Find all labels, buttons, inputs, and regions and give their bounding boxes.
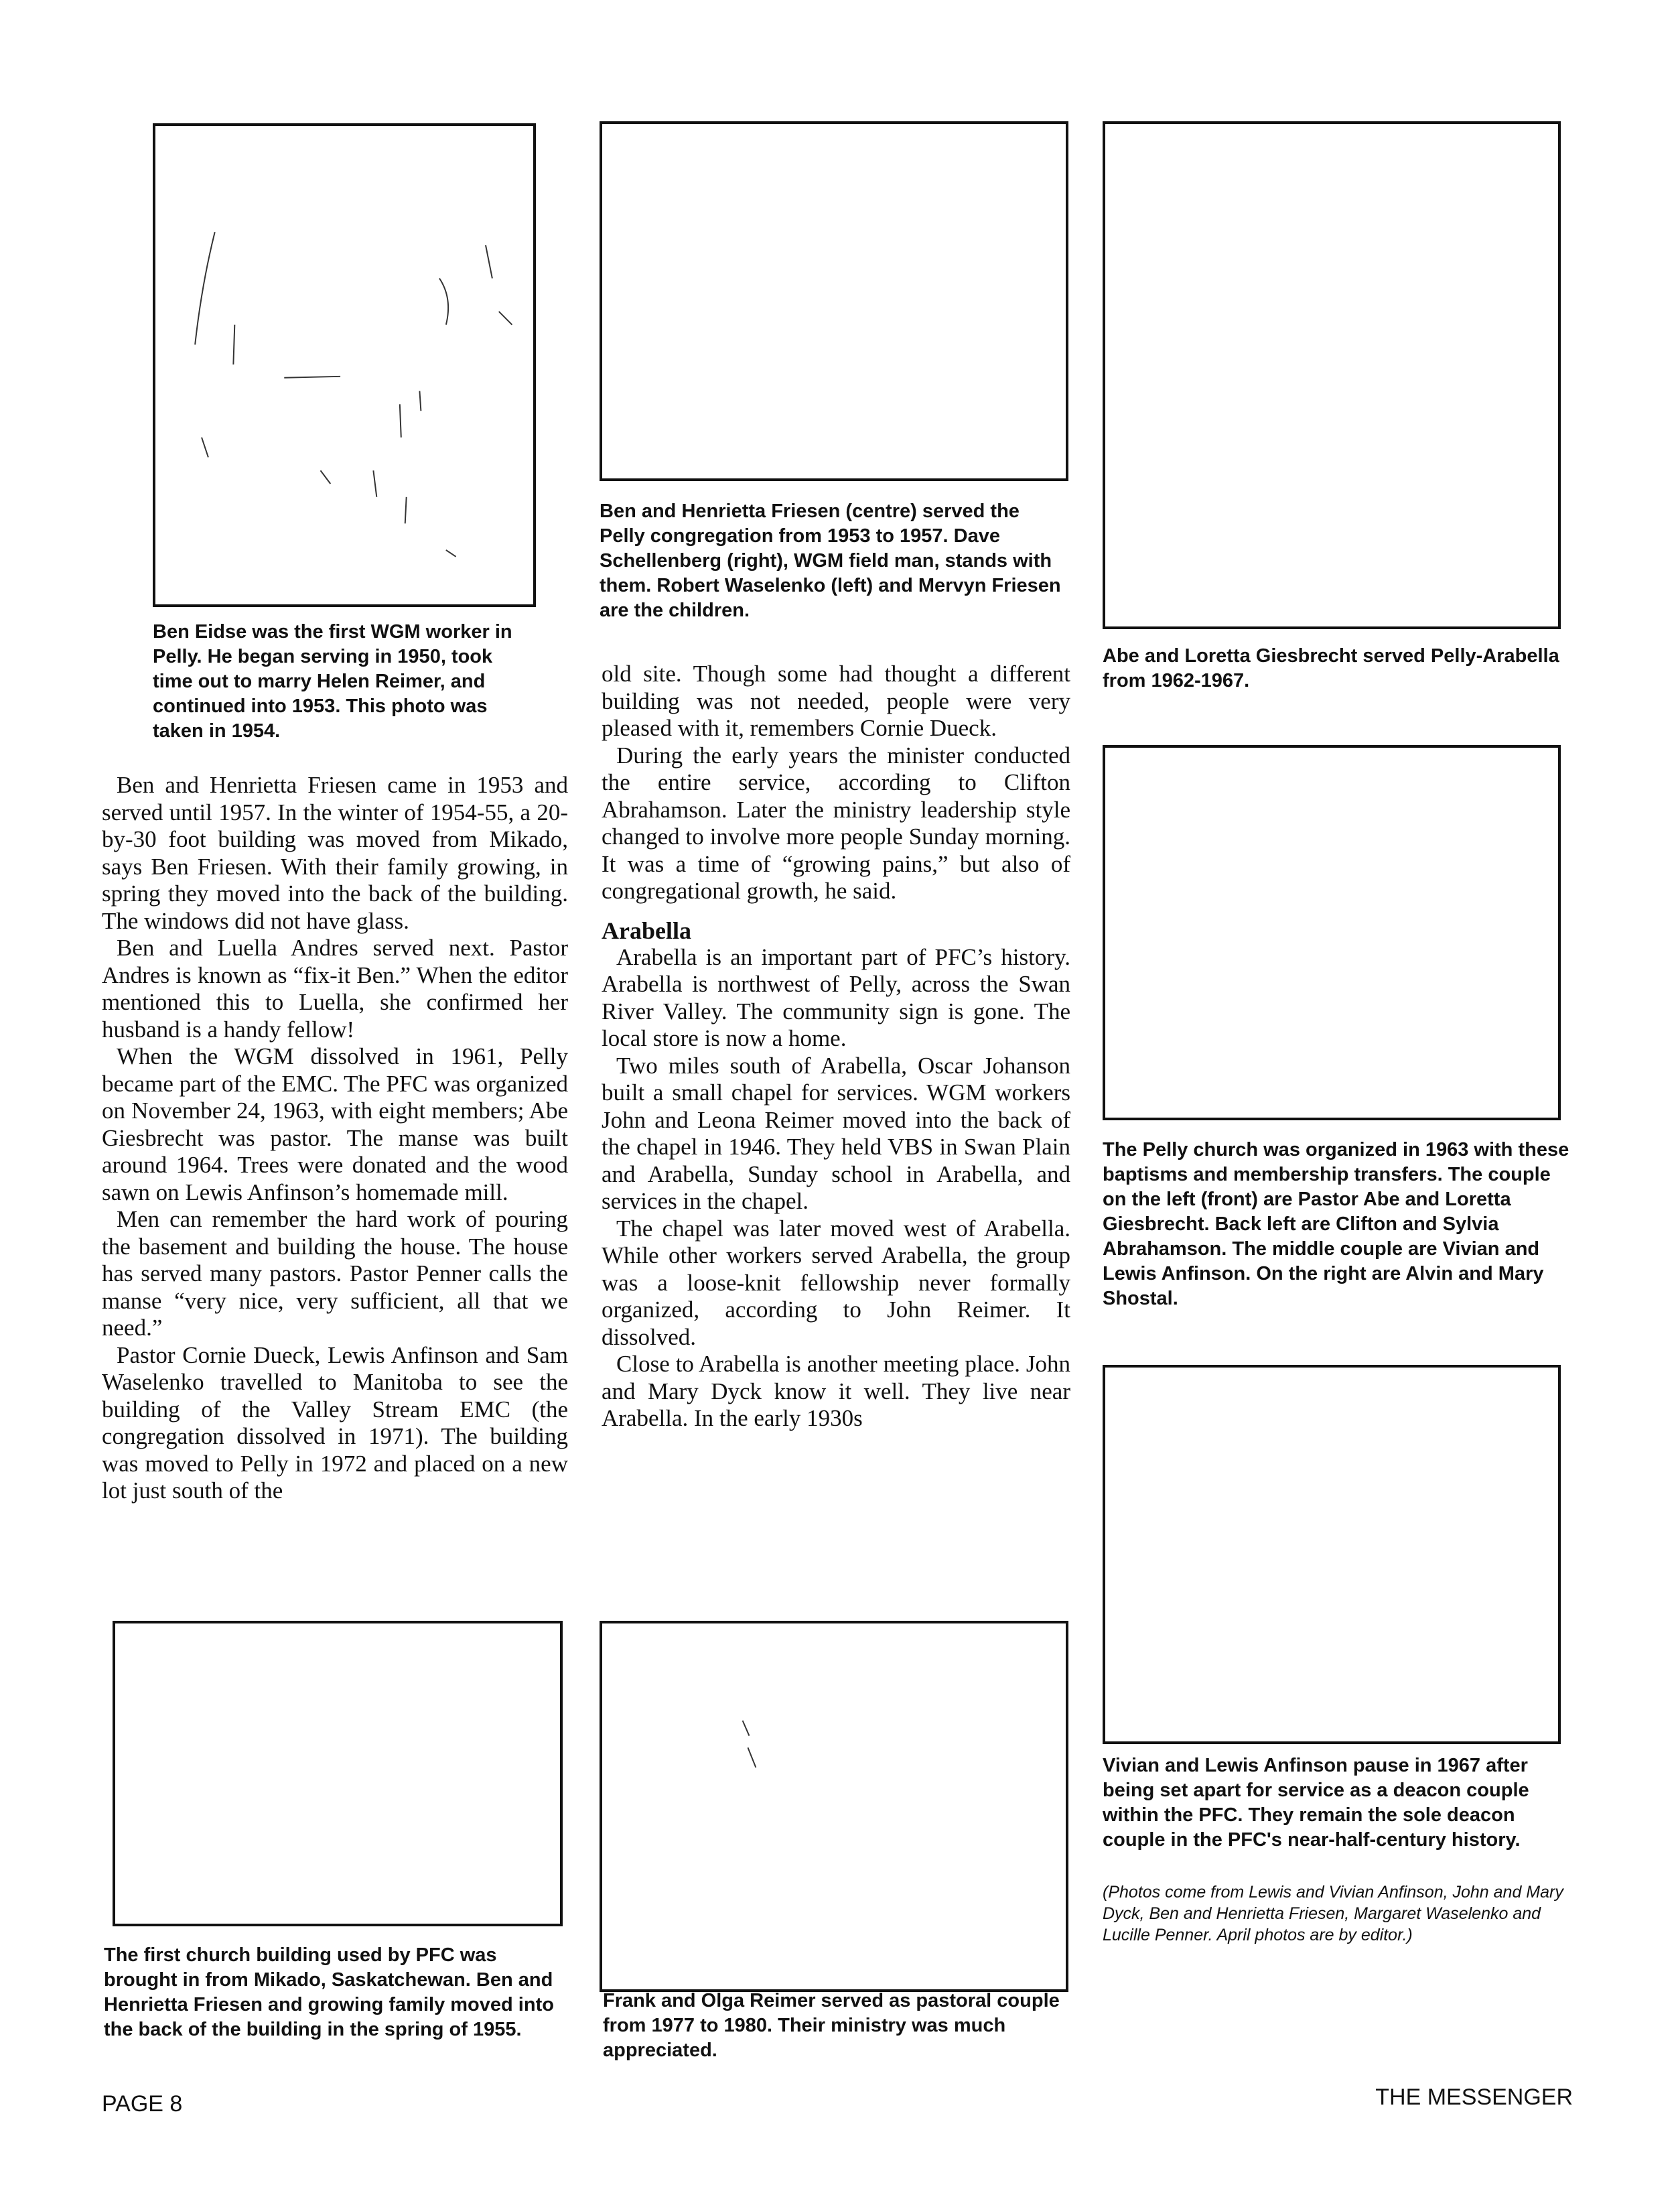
photo-friesen-family (600, 121, 1068, 481)
paragraph: old site. Though some had thought a different building was not needed, people were very pleased with it, remembers Cornie Dueck. (602, 661, 1070, 741)
photo-first-building (113, 1621, 563, 1926)
photo-anfinson-deacons (1103, 1365, 1561, 1744)
article-column-2 (602, 661, 1070, 1433)
photo-credits: (Photos come from Lewis and Vivian Anfinson, John and Mary Dyck, Ben and Henrietta Friesen, Margaret Waselenko and Lucille Penner. April photos are by editor.) (1103, 1883, 1563, 1944)
caption-ben-eidse: Ben Eidse was the first WGM worker in Pelly. He began serving in 1950, took time out to marry Helen Reimer, and continued into 1953. This photo was taken in 1954. (153, 621, 512, 742)
paragraph: When the WGM dissolved in 1961, Pelly became part of the EMC. The PFC was organized on November 24, 1963, with eight members; Abe Giesbrecht was pastor. The manse was built around 1964. Trees were donated and the wood sawn on Lewis Anfinson’s homemade mill. (102, 1043, 568, 1205)
photo-frank-olga-reimer (600, 1621, 1068, 1992)
photo-ben-eidse (153, 123, 536, 607)
caption-friesen-family: Ben and Henrietta Friesen (centre) served the Pelly congregation from 1953 to 1957. Dave Schellenberg (right), WGM field man, stands with them. Robert Waselenko (left) and Mervyn Friesen are the children. (600, 501, 1061, 621)
caption-pelly-church-organized: The Pelly church was organized in 1963 with these baptisms and membership transfers. The couple on the left (front) are Pastor Abe and Loretta Giesbrecht. Back left are Clifton and Sylvia Abrahamson. The middle couple are Vivian and Lewis Anfinson. On the right are Alvin and Mary Shostal. (1103, 1139, 1569, 1309)
paragraph: Pastor Cornie Dueck, Lewis Anfinson and Sam Waselenko travelled to Manitoba to see the building of the Valley Stream EMC (the congregation dissolved in 1971). The building was moved to Pelly in 1972 and placed on a new lot just south of the (102, 1341, 568, 1504)
faint-marks (602, 1623, 1066, 1989)
page-number: PAGE 8 (102, 2091, 183, 2117)
photo-pelly-church-organized (1103, 745, 1561, 1120)
paragraph: Men can remember the hard work of pouring the basement and building the house. The house has served many pastors. Pastor Penner calls the manse “very nice, very sufficient, all that we need.” (102, 1206, 568, 1341)
paragraph: During the early years the minister conducted the entire service, according to Clifton Abrahamson. Later the ministry leadership style changed to involve more people Sunday morning. It was a time of “growing pains,” but also of congregational growth, he said. (602, 742, 1070, 904)
paragraph: Two miles south of Arabella, Oscar Johanson built a small chapel for services. WGM workers John and Leona Reimer moved into the back of the chapel in 1946. They held VBS in Swan Plain and Arabella, Sunday school in Arabella, and services in the chapel. (602, 1052, 1070, 1214)
section-heading-arabella: Arabella (602, 917, 691, 944)
caption-giesbrecht: Abe and Loretta Giesbrecht served Pelly-Arabella from 1962-1967. (1103, 645, 1559, 691)
caption-anfinson-deacons: Vivian and Lewis Anfinson pause in 1967 after being set apart for service as a deacon couple within the PFC. They remain the sole deacon couple in the PFC's near-half-century history. (1103, 1755, 1529, 1851)
paragraph: Ben and Henrietta Friesen came in 1953 and served until 1957. In the winter of 1954-55, a 20-by-30 foot building was moved from Mikado, says Ben Friesen. With their family growing, in spring they moved into the back of the building. The windows did not have glass. (102, 772, 568, 934)
photo-giesbrecht (1103, 121, 1561, 629)
publication-name: THE MESSENGER (1375, 2084, 1573, 2110)
paragraph: Arabella is an important part of PFC’s history. Arabella is northwest of Pelly, across the Swan River Valley. The community sign is gone. The local store is now a home. (602, 943, 1070, 1051)
article-column-1 (102, 772, 568, 1505)
faded-sketch-lines (155, 126, 533, 604)
paragraph: The chapel was later moved west of Arabella. While other workers served Arabella, the group was a loose-knit fellowship never formally organized, according to John Reimer. It dissolved. (602, 1215, 1070, 1350)
caption-frank-olga-reimer: Frank and Olga Reimer served as pastoral couple from 1977 to 1980. Their ministry was much appreciated. (603, 1990, 1060, 2061)
paragraph: Ben and Luella Andres served next. Pastor Andres is known as “fix-it Ben.” When the editor mentioned this to Luella, she confirmed her husband is a handy fellow! (102, 935, 568, 1043)
caption-first-building: The first church building used by PFC was brought in from Mikado, Saskatchewan. Ben and Henrietta Friesen and growing family moved into the back of the building in the spring of 1955. (104, 1944, 554, 2040)
paragraph: Close to Arabella is another meeting place. John and Mary Dyck know it well. They live near Arabella. In the early 1930s (602, 1351, 1070, 1431)
